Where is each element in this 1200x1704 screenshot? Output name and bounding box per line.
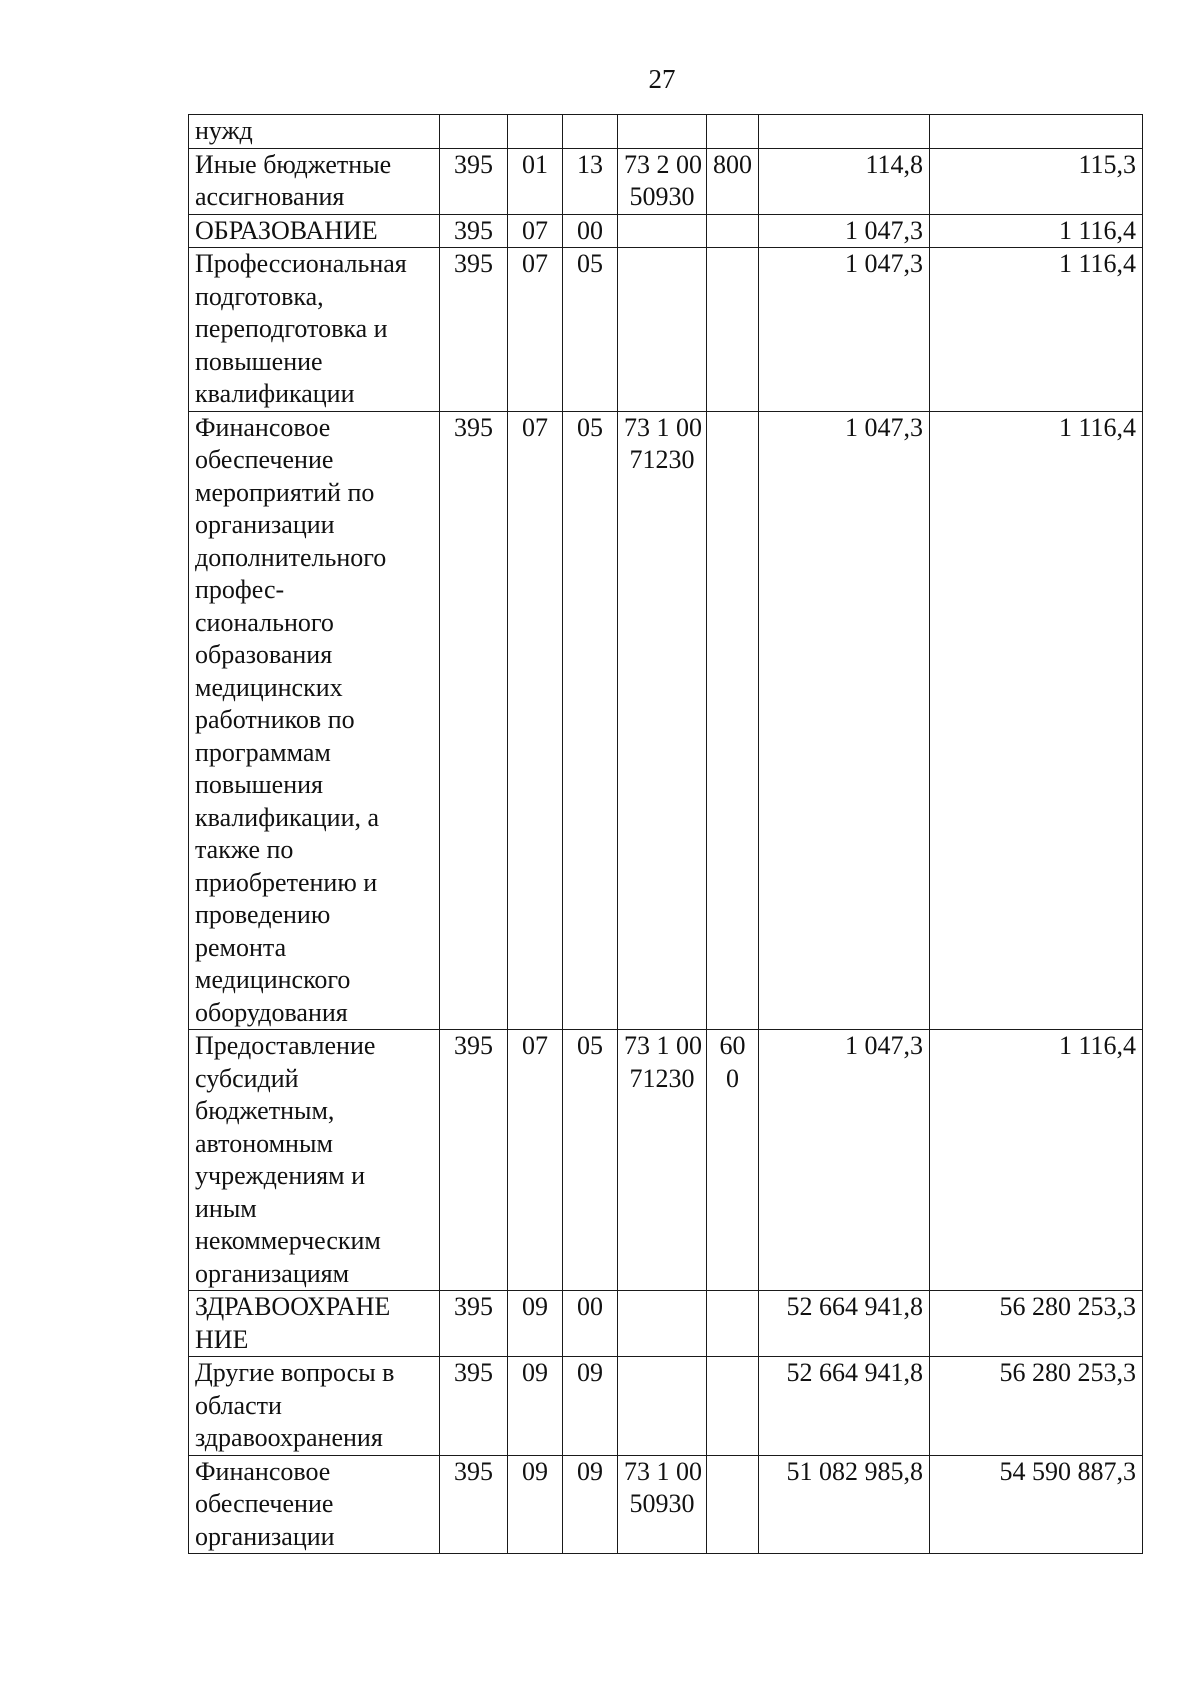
table-row [189,214,1143,248]
cell-grbs: 395 [440,1291,508,1357]
cell-name-line: Предоставление [195,1031,376,1060]
cell-amount-year1 [759,115,930,149]
cell-name-line: повышение [195,346,323,376]
budget-table [188,114,1143,1554]
cell-name-line: организации [195,1521,335,1551]
cell-grbs: 395 [440,411,508,1030]
cell-amount-year2: 1 116,4 [930,248,1143,412]
cell-expense-type [707,1357,759,1456]
cell-target-code [618,1357,707,1456]
cell-section: 09 [508,1455,563,1554]
cell-amount-year2: 56 280 253,3 [930,1357,1143,1456]
cell-name-line: Другие вопросы в [195,1358,395,1387]
cell-name [189,1455,440,1554]
cell-name-line: проведению [195,900,331,929]
cell-target-code [618,115,707,149]
cell-name-line: ремонта [195,932,287,962]
cell-subsection: 00 [563,1291,618,1357]
cell-section: 07 [508,214,563,248]
cell-name-line: работников по [195,705,355,734]
cell-expense-type [707,1455,759,1554]
cell-grbs: 395 [440,214,508,248]
cell-subsection: 05 [563,248,618,412]
cell-amount-year1: 1 047,3 [759,1030,930,1291]
cell-amount-year2 [930,115,1143,149]
cell-name-line: переподготовка и [195,314,388,343]
cell-subsection: 00 [563,214,618,248]
cell-target-code [618,1291,707,1357]
cell-name-line: дополнительного [195,542,387,572]
cell-name-line: Финансовое [195,1456,331,1486]
cell-name [189,248,440,412]
cell-subsection: 09 [563,1357,618,1456]
cell-name-line: бюджетным, [195,1096,335,1125]
cell-target-code-line: 73 1 00 [624,1031,702,1060]
table-row [189,248,1143,412]
cell-name-line: НИЕ [195,1324,249,1354]
cell-amount-year2: 1 116,4 [930,1030,1143,1291]
cell-section: 09 [508,1357,563,1456]
cell-name-line: области [195,1390,282,1420]
cell-amount-year1: 52 664 941,8 [759,1357,930,1456]
cell-section [508,115,563,149]
cell-grbs: 395 [440,1455,508,1554]
cell-name-line: также по [195,835,294,864]
cell-name-line: организации [195,510,335,539]
cell-name [189,1030,440,1291]
cell-expense-type [707,115,759,149]
table-row [189,411,1143,1030]
table-row [189,115,1143,149]
page-number: 27 [648,64,676,94]
cell-name-line: образования [195,640,333,669]
cell-name [189,115,440,149]
cell-name-line: ОБРАЗОВАНИЕ [195,215,378,245]
cell-expense-type [707,214,759,248]
cell-name-line: ассигнования [195,182,345,211]
cell-name [189,1357,440,1456]
cell-name-line: организациям [195,1258,350,1288]
cell-expense-type-line: 60 [719,1031,746,1060]
cell-name-line: ЗДРАВООХРАНЕ [195,1292,391,1321]
cell-amount-year2: 56 280 253,3 [930,1291,1143,1357]
cell-target-code [618,248,707,412]
cell-name-line: обеспечение [195,1489,334,1518]
cell-target-code [618,1455,707,1554]
cell-section: 01 [508,148,563,214]
cell-amount-year2: 54 590 887,3 [930,1455,1143,1554]
cell-subsection: 09 [563,1455,618,1554]
cell-name [189,411,440,1030]
cell-name-line: приобретению и [195,867,378,897]
cell-section: 07 [508,1030,563,1291]
cell-grbs [440,115,508,149]
table-row [189,1291,1143,1357]
cell-name-line: некоммерческим [195,1226,381,1255]
table-row [189,1357,1143,1456]
cell-name-line: иным [195,1193,257,1223]
cell-name [189,148,440,214]
cell-name-line: нужд [195,116,253,145]
cell-target-code-line: 73 1 00 [624,1456,702,1486]
cell-section: 09 [508,1291,563,1357]
cell-name-line: квалификации, а [195,802,380,832]
cell-name-line: подготовка, [195,281,324,311]
cell-grbs: 395 [440,1357,508,1456]
cell-name-line: профес- [195,575,285,604]
cell-amount-year1: 1 047,3 [759,411,930,1030]
cell-name-line: автономным [195,1128,333,1158]
cell-expense-type [707,148,759,214]
cell-name-line: учреждениям и [195,1161,366,1190]
cell-expense-type-line: 800 [713,149,752,179]
cell-target-code-line: 73 2 00 [624,149,702,179]
cell-name-line: программам [195,737,331,767]
cell-grbs: 395 [440,248,508,412]
cell-amount-year1: 51 082 985,8 [759,1455,930,1554]
cell-amount-year2: 1 116,4 [930,214,1143,248]
cell-amount-year1: 52 664 941,8 [759,1291,930,1357]
cell-name-line: квалификации [195,379,355,408]
cell-expense-type [707,1291,759,1357]
cell-target-code-line: 71230 [629,1063,695,1093]
cell-name-line: здравоохранения [195,1423,383,1452]
cell-subsection: 13 [563,148,618,214]
table-row [189,1030,1143,1291]
cell-amount-year1: 114,8 [759,148,930,214]
cell-name-line: оборудования [195,997,348,1027]
cell-amount-year1: 1 047,3 [759,214,930,248]
cell-name-line: Профессиональная [195,249,407,278]
table-row [189,148,1143,214]
cell-name-line: сионального [195,607,334,637]
cell-name-line: медицинских [195,672,343,702]
cell-name-line: Финансовое [195,412,331,442]
cell-expense-type [707,1030,759,1291]
cell-target-code-line: 50930 [629,182,695,211]
cell-name [189,214,440,248]
cell-name-line: Иные бюджетные [195,149,392,179]
cell-amount-year2: 115,3 [930,148,1143,214]
cell-name-line: обеспечение [195,445,334,474]
cell-expense-type-line: 0 [726,1063,739,1093]
cell-target-code-line: 73 1 00 [624,412,702,442]
cell-name-line: субсидий [195,1063,299,1093]
cell-grbs: 395 [440,1030,508,1291]
cell-target-code-line: 50930 [629,1489,695,1518]
cell-subsection [563,115,618,149]
cell-subsection: 05 [563,411,618,1030]
cell-name-line: медицинского [195,965,351,994]
cell-target-code [618,411,707,1030]
cell-target-code [618,148,707,214]
cell-grbs: 395 [440,148,508,214]
cell-amount-year2: 1 116,4 [930,411,1143,1030]
cell-name-line: мероприятий по [195,477,375,507]
cell-expense-type [707,411,759,1030]
cell-subsection: 05 [563,1030,618,1291]
cell-target-code [618,1030,707,1291]
cell-section: 07 [508,248,563,412]
table-row [189,1455,1143,1554]
cell-amount-year1: 1 047,3 [759,248,930,412]
cell-section: 07 [508,411,563,1030]
cell-name-line: повышения [195,770,324,799]
cell-target-code [618,214,707,248]
cell-name [189,1291,440,1357]
cell-target-code-line: 71230 [629,445,695,474]
cell-expense-type [707,248,759,412]
